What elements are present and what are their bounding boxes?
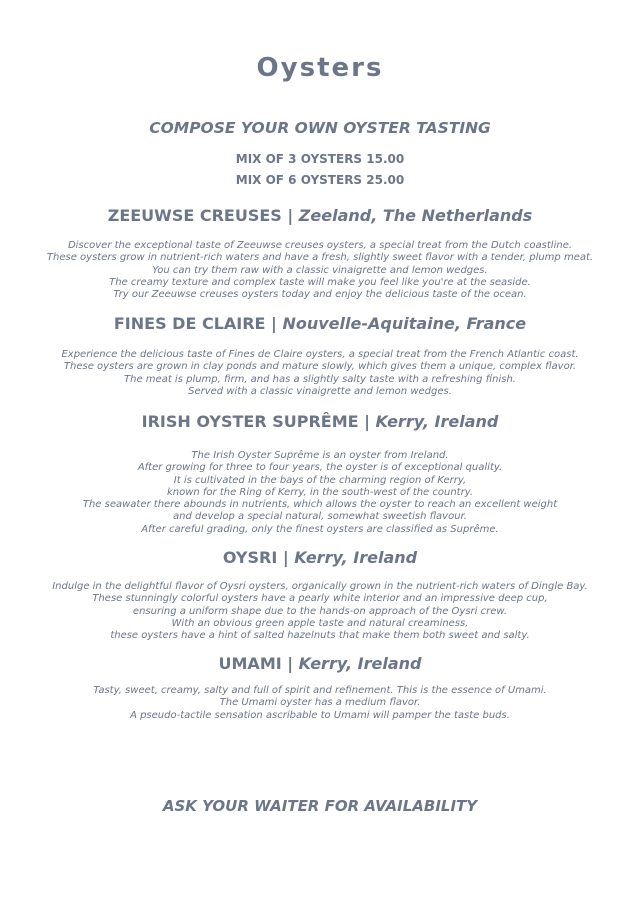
description-line: A pseudo-tactile sensation ascribable to Umami will pamper the taste buds. xyxy=(130,709,510,721)
heading-separator: | xyxy=(281,654,299,673)
heading-separator: | xyxy=(281,206,299,225)
oyster-name: ZEEUWSE CREUSES xyxy=(107,206,282,225)
description-line: The meat is plump, firm, and has a slightly salty taste with a refreshing finish. xyxy=(124,373,516,385)
oyster-region: Kerry, Ireland xyxy=(375,412,499,431)
description-line: These oysters grow in nutrient-rich waters and have a fresh, slightly sweet flavor with a tender, plump meat. xyxy=(46,252,594,264)
section-description-oysri xyxy=(0,581,640,642)
description-line: These oysters are grown in clay ponds and mature slowly, which gives them a unique, complex flavor. xyxy=(63,361,577,373)
description-line: Experience the delicious taste of Fines de Claire oysters, a special treat from the French Atlantic coast. xyxy=(61,349,579,360)
description-line: ensuring a uniform shape due to the hands-on approach of the Oysri crew. xyxy=(132,605,508,617)
oyster-name: IRISH OYSTER SUPRÊME xyxy=(141,412,359,431)
section-heading-irish-oyster-supreme xyxy=(0,412,640,432)
mix-6-price: MIX OF 6 OYSTERS 25.00 xyxy=(235,173,405,187)
description-line: With an obvious green apple taste and natural creaminess, xyxy=(171,617,469,629)
section-description-zeeuwse-creuses xyxy=(0,240,640,301)
description-line: known for the Ring of Kerry, in the south-west of the country. xyxy=(166,486,474,498)
section-heading-fines-de-claire xyxy=(0,314,640,334)
oyster-name: FINES DE CLAIRE xyxy=(113,314,266,333)
description-line: Tasty, sweet, creamy, salty and full of spirit and refinement. This is the essence of Umami. xyxy=(93,685,547,696)
section-description-umami xyxy=(0,685,640,722)
description-line: It is cultivated in the bays of the charming region of Kerry, xyxy=(173,474,467,486)
description-line: After growing for three to four years, the oyster is of exceptional quality. xyxy=(137,462,503,474)
oyster-name: UMAMI xyxy=(218,654,282,673)
description-line: You can try them raw with a classic vinaigrette and lemon wedges. xyxy=(152,264,488,276)
oyster-region: Kerry, Ireland xyxy=(298,654,422,673)
availability-note: ASK YOUR WAITER FOR AVAILABILITY xyxy=(162,797,478,815)
mix-3-price: MIX OF 3 OYSTERS 15.00 xyxy=(235,152,405,166)
description-line: After careful grading, only the finest oysters are classified as Suprême. xyxy=(141,523,499,535)
section-heading-oysri xyxy=(0,548,640,568)
heading-separator: | xyxy=(265,314,283,333)
section-description-irish-oyster-supreme xyxy=(0,450,640,536)
page-title: Oysters xyxy=(256,53,384,83)
description-line: The creamy texture and complex taste will make you feel like you're at the seaside. xyxy=(109,276,531,288)
description-line: and develop a special natural, somewhat sweetish flavour. xyxy=(173,511,467,523)
description-line: The Umami oyster has a medium flavor. xyxy=(219,697,421,709)
compose-heading: COMPOSE YOUR OWN OYSTER TASTING xyxy=(149,119,491,137)
description-line: these oysters have a hint of salted hazelnuts that make them both sweet and salty. xyxy=(110,630,530,642)
heading-separator: | xyxy=(358,412,376,431)
description-line: These stunningly colorful oysters have a pearly white interior and an impressive deep cup, xyxy=(92,593,548,605)
oyster-region: Nouvelle-Aquitaine, France xyxy=(282,314,527,333)
oyster-region: Zeeland, The Netherlands xyxy=(298,206,533,225)
description-line: Indulge in the delightful flavor of Oysri oysters, organically grown in the nutrient-rich waters of Dingle Bay. xyxy=(52,581,588,592)
description-line: The seawater there abounds in nutrients, which allows the oyster to reach an excellent weight xyxy=(82,499,558,511)
description-line: The Irish Oyster Suprême is an oyster from Ireland. xyxy=(191,450,449,461)
description-line: Served with a classic vinaigrette and lemon wedges. xyxy=(188,385,452,397)
section-heading-umami xyxy=(0,654,640,674)
description-line: Try our Zeeuwse creuses oysters today and enjoy the delicious taste of the ocean. xyxy=(113,289,527,301)
heading-separator: | xyxy=(277,548,295,567)
oyster-name: OYSRI xyxy=(222,548,278,567)
oyster-region: Kerry, Ireland xyxy=(294,548,418,567)
section-description-fines-de-claire xyxy=(0,349,640,398)
description-line: Discover the exceptional taste of Zeeuwse creuses oysters, a special treat from the Dutch coastline. xyxy=(67,240,573,251)
section-heading-zeeuwse-creuses xyxy=(0,206,640,226)
